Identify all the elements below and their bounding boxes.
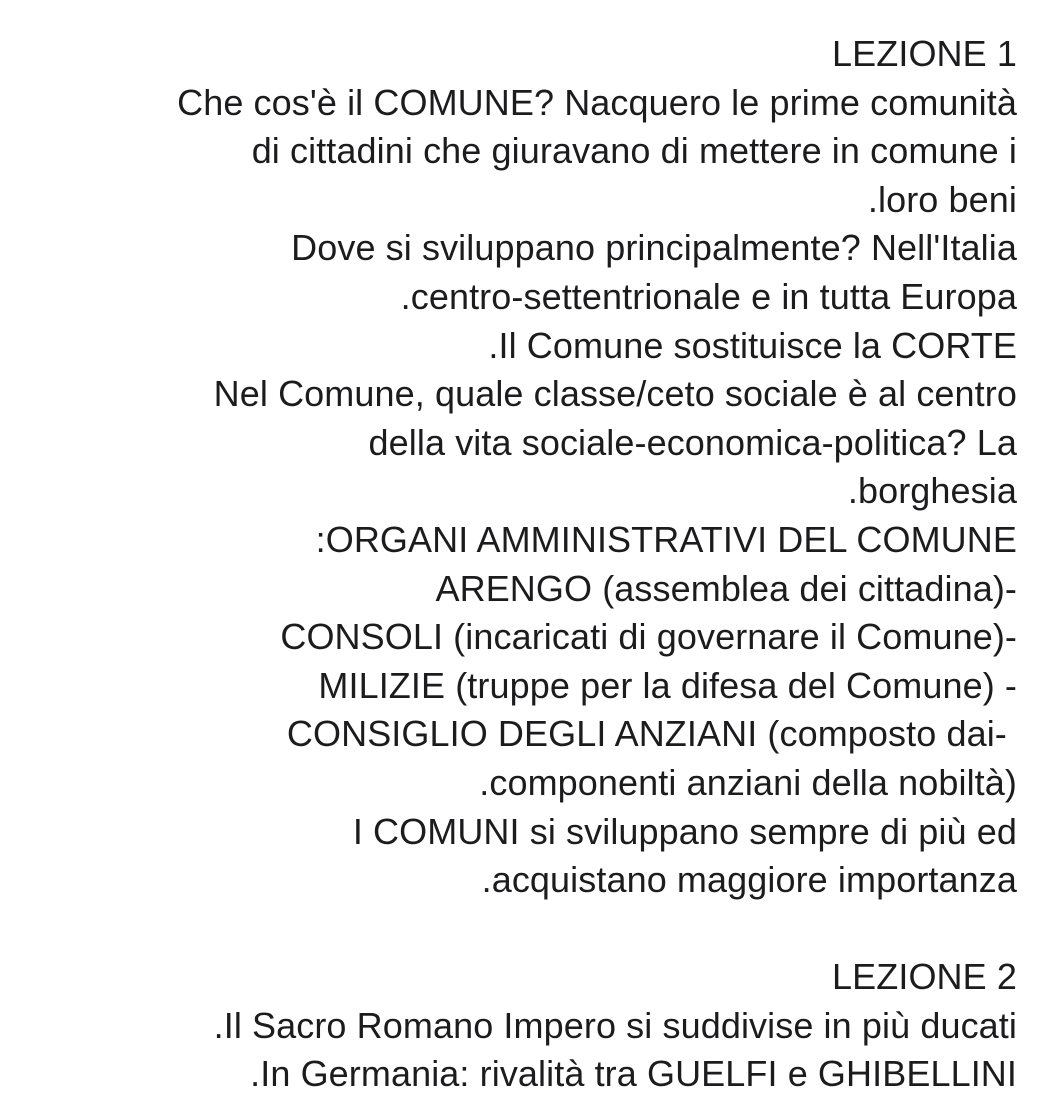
note-line: MILIZIE (truppe per la difesa del Comune) - [318, 664, 1017, 706]
note-line: :ORGANI AMMINISTRATIVI DEL COMUNE [315, 518, 1017, 560]
lesson-title: LEZIONE 2 [832, 956, 1017, 998]
note-line: Nel Comune, quale classe/ceto sociale è al centro [213, 373, 1017, 415]
note-line: I COMUNI si sviluppano sempre di più ed [352, 810, 1017, 852]
note-line: .centro-settentrionale e in tutta Europa [400, 275, 1017, 317]
note-line: .loro beni [867, 178, 1017, 220]
lesson-1 [17, 30, 1017, 905]
blank-line [17, 905, 1017, 954]
note-line: della vita sociale-economica-politica? La [368, 421, 1017, 463]
note-line: di cittadini che giuravano di mettere in comune i [251, 130, 1017, 172]
note-line: .componenti anziani della nobiltà) [479, 761, 1017, 803]
note-line: .In Germania: rivalità tra GUELFI e GHIBELLINI [250, 1053, 1017, 1095]
note-line: .Il Sacro Romano Impero si suddivise in più ducati [213, 1004, 1017, 1046]
lesson-title: LEZIONE 1 [832, 33, 1017, 74]
note-line: Dove si sviluppano principalmente? Nell'Italia [291, 227, 1017, 269]
note-body[interactable] [17, 30, 1017, 1099]
note-line: CONSOLI (incaricati di governare il Comune)- [280, 616, 1017, 658]
note-line: .borghesia [847, 470, 1017, 512]
note-line: .acquistano maggiore importanza [481, 859, 1017, 901]
note-line: .Il Comune sostituisce la CORTE [488, 324, 1017, 366]
note-line: ARENGO (assemblea dei cittadina)- [435, 567, 1017, 609]
note-line: CONSIGLIO DEGLI ANZIANI (composto dai- [286, 713, 1017, 755]
note-line: Che cos'è il COMUNE? Nacquero le prime comunità [177, 81, 1017, 123]
lesson-2 [17, 953, 1017, 1099]
